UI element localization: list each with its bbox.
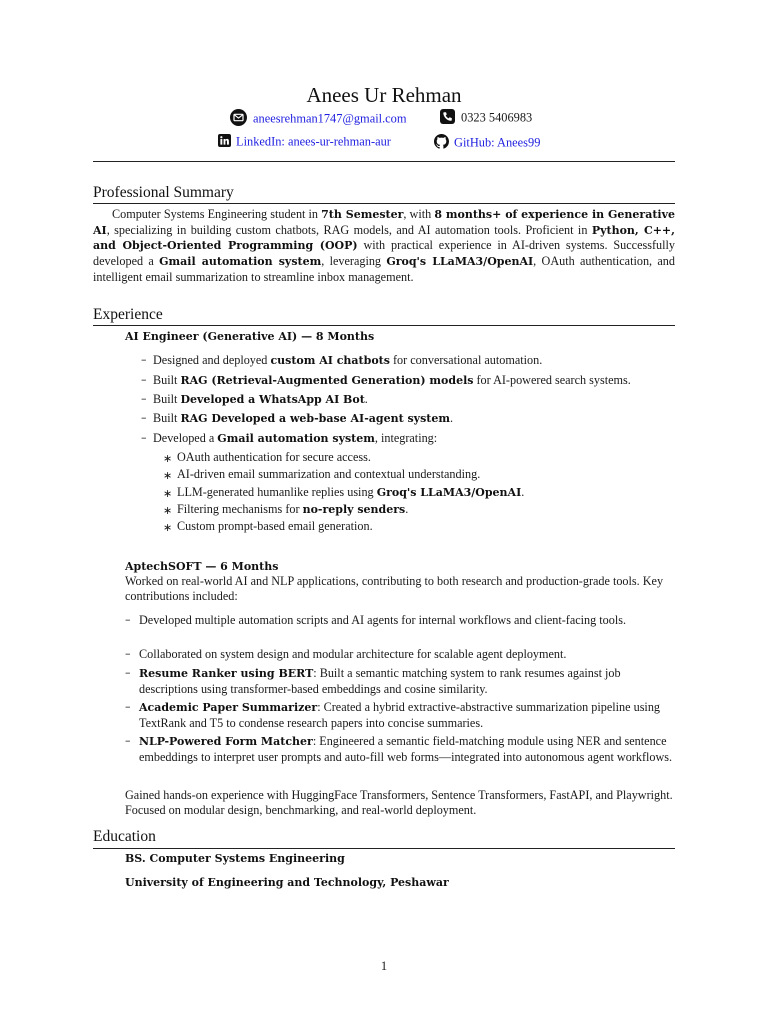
email-text[interactable]: aneesrehman1747@gmail.com: [253, 111, 407, 126]
sub-list-item: [177, 485, 673, 501]
text: Developed multiple automation scripts and AI agents for internal workflows and client-facing tools.: [139, 613, 627, 627]
dash-bullet-marker: –: [141, 392, 147, 405]
text: OAuth authentication for secure access.: [177, 450, 371, 464]
star-bullet-marker: ∗: [163, 521, 173, 534]
text: Designed and deployed: [153, 353, 271, 367]
dash-bullet-marker: –: [141, 411, 147, 424]
text: Built: [153, 392, 181, 406]
bold-text: NLP-Powered Form Matcher: [139, 735, 313, 748]
text: AI-driven email summarization and contextual understanding.: [177, 467, 481, 481]
bold-text: RAG Developed a web-base AI-agent system: [180, 412, 450, 425]
job-title-aptechsoft: AptechSOFT — 6 Months: [125, 560, 279, 573]
dash-bullet-marker: –: [125, 700, 131, 713]
education-university: University of Engineering and Technology, Peshawar: [125, 876, 449, 889]
list-item: [139, 666, 676, 696]
dash-bullet-marker: –: [125, 734, 131, 747]
section-title-education: Education: [93, 828, 156, 845]
dash-bullet-marker: –: [141, 431, 147, 444]
linkedin-icon: [218, 134, 231, 151]
bold-text: Resume Ranker using BERT: [139, 667, 314, 680]
github-link[interactable]: [434, 134, 540, 153]
text: : Engineered a semantic field-matching module using NER and sentence embeddings to interpret user prompts and auto-fill web forms—integrated into autonomous agent workflows.: [139, 734, 673, 764]
text: .: [449, 411, 454, 425]
text: with practical experience in AI-driven systems. Successfully developed a: [93, 238, 676, 269]
sub-list-item: [177, 502, 673, 518]
dash-bullet-marker: –: [141, 353, 147, 366]
dash-bullet-marker: –: [141, 373, 147, 386]
list-item: [139, 613, 676, 628]
bold-text: custom AI chatbots: [270, 354, 390, 367]
section-title-summary: Professional Summary: [93, 184, 234, 201]
bold-text: Groq's LLaMA3/OpenAI: [376, 486, 522, 499]
text: , specializing in building custom chatbots, RAG models, and AI automation tools. Proficient in: [106, 222, 592, 237]
text: , integrating:: [374, 431, 438, 445]
bold-text: no-reply senders: [302, 503, 406, 516]
bold-text: Academic Paper Summarizer: [139, 701, 318, 714]
list-item: [139, 647, 676, 662]
github-text[interactable]: GitHub: Anees99: [454, 135, 541, 150]
phone-icon: [440, 109, 455, 128]
text: .: [364, 392, 368, 406]
bold-text: 7th Semester: [321, 208, 404, 221]
bold-text: Gmail automation system: [159, 255, 322, 269]
text: : Built a semantic matching system to rank resumes against job descriptions using transformer-based embeddings and cosine similarity.: [139, 666, 621, 696]
star-bullet-marker: ∗: [163, 469, 173, 482]
list-item: [153, 431, 673, 447]
text: for AI-powered search systems.: [473, 373, 631, 387]
job-title-ai-engineer: AI Engineer (Generative AI) — 8 Months: [125, 330, 375, 343]
section-title-experience: Experience: [93, 306, 163, 323]
list-item: [153, 392, 673, 408]
list-item: [153, 353, 673, 369]
star-bullet-marker: ∗: [163, 487, 173, 500]
job2-intro: Worked on real-world AI and NLP applications, contributing to both research and production-grade tools. Key contributions included:: [125, 574, 664, 603]
list-item: [139, 700, 676, 730]
linkedin-link[interactable]: [218, 134, 391, 151]
email-link[interactable]: [230, 109, 407, 130]
text: : Created a hybrid extractive-abstractive summarization pipeline using TextRank and T5 to condense research papers into concise summaries.: [139, 700, 661, 730]
job2-outro: Gained hands-on experience with HuggingFace Transformers, Sentence Transformers, FastAPI, and Playwright. Focused on modular design, benchmarking, and real-world deployment.: [125, 788, 673, 817]
linkedin-text[interactable]: LinkedIn: anees-ur-rehman-aur: [236, 134, 391, 149]
bold-text: Groq's LLaMA3/OpenAI: [386, 255, 534, 269]
text: for conversational automation.: [389, 353, 543, 367]
text: .: [405, 502, 409, 516]
text: Built: [153, 373, 181, 387]
dash-bullet-marker: –: [125, 666, 131, 679]
text: .: [521, 485, 525, 499]
dash-bullet-marker: –: [125, 647, 131, 660]
page-number: 1: [380, 959, 388, 973]
summary-paragraph: [93, 207, 675, 285]
bold-text: 8 months+ of experience in Generative AI: [93, 208, 675, 237]
dash-bullet-marker: –: [125, 613, 131, 626]
phone-contact: [440, 109, 532, 128]
header-divider: [93, 161, 675, 162]
sub-list-item: [177, 467, 673, 482]
text: LLM-generated humanlike replies using: [177, 485, 377, 499]
text: Collaborated on system design and modular architecture for scalable agent deployment.: [139, 647, 567, 661]
phone-text: 0323 5406983: [461, 110, 533, 125]
star-bullet-marker: ∗: [163, 504, 173, 517]
text: , leveraging: [321, 254, 387, 269]
text: Filtering mechanisms for: [177, 502, 303, 516]
bold-text: RAG (Retrieval-Augmented Generation) models: [180, 374, 474, 387]
sub-list-item: [177, 519, 673, 534]
sub-list-item: [177, 450, 673, 465]
bold-text: Python, C++, and Object-Oriented Programming (OOP): [93, 223, 675, 253]
education-degree: BS. Computer Systems Engineering: [125, 852, 345, 865]
text: Computer Systems Engineering student in: [112, 207, 322, 221]
text: , with: [403, 207, 435, 221]
education-divider: [93, 848, 675, 849]
text: Custom prompt-based email generation.: [177, 519, 373, 533]
bold-text: Gmail automation system: [217, 432, 375, 445]
email-icon: [230, 109, 247, 130]
text: Built: [153, 411, 181, 425]
bold-text: Developed a WhatsApp AI Bot: [180, 393, 365, 406]
experience-divider: [93, 325, 675, 326]
list-item: [153, 411, 673, 427]
text: , OAuth authentication, and intelligent email summarization to streamline inbox management.: [93, 254, 675, 284]
candidate-name: Anees Ur Rehman: [306, 83, 462, 107]
list-item: [139, 734, 676, 764]
list-item: [153, 373, 673, 389]
star-bullet-marker: ∗: [163, 452, 173, 465]
github-icon: [434, 134, 449, 153]
summary-divider: [93, 203, 675, 204]
text: Developed a: [153, 431, 218, 445]
